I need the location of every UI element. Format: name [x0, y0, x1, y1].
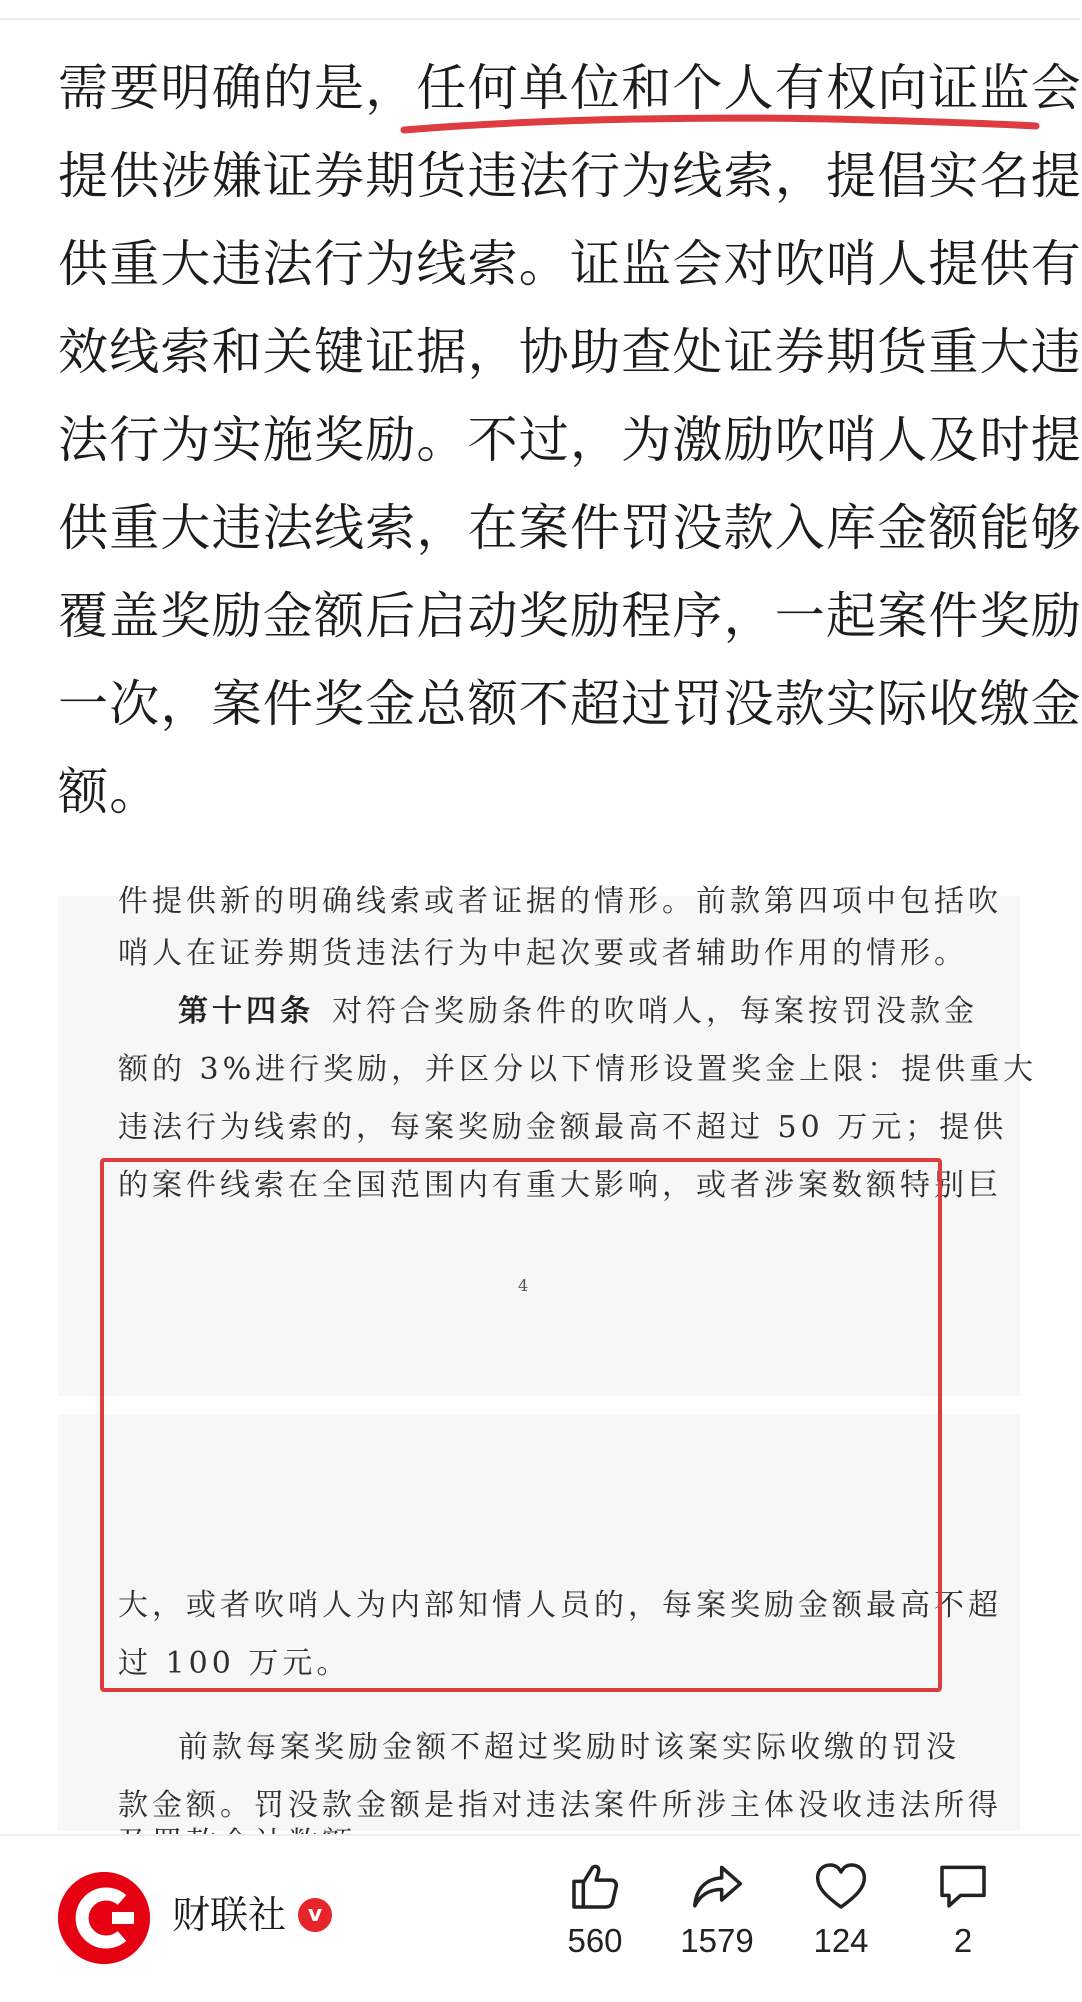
bottom-action-bar — [0, 1834, 1080, 2002]
highlight-box — [100, 1158, 942, 1692]
heart-icon — [813, 1858, 869, 1914]
article-line: 额。 — [58, 763, 161, 821]
share-arrow-icon — [689, 1858, 745, 1914]
favorite-count: 124 — [813, 1922, 869, 1959]
document-line: 件提供新的明确线索或者证据的情形。前款第四项中包括吹 — [118, 884, 1002, 919]
document-line: 过 100 万元。 — [118, 1646, 351, 1681]
article-line: 法行为实施奖励。不过，为激励吹哨人及时提 — [58, 411, 1082, 469]
article-line: 提供涉嫌证券期货违法行为线索，提倡实名提 — [58, 147, 1082, 205]
cls-logo-icon — [58, 1872, 150, 1964]
share-count: 1579 — [680, 1922, 754, 1959]
account-avatar[interactable] — [58, 1872, 150, 1964]
like-button[interactable] — [535, 1858, 655, 1960]
article-line: 一次，案件奖金总额不超过罚没款实际收缴金 — [58, 675, 1082, 733]
article-line: 效线索和关键证据，协助查处证券期货重大违 — [58, 323, 1082, 381]
top-divider — [0, 18, 1080, 20]
highlight-underline — [400, 108, 1040, 136]
article-line: 供重大违法行为线索。证监会对吹哨人提供有 — [58, 235, 1082, 293]
verified-badge-icon: v — [298, 1898, 332, 1932]
article-line: 供重大违法线索，在案件罚没款入库金额能够 — [58, 499, 1082, 557]
account-name[interactable]: 财联社 — [172, 1893, 287, 1937]
document-line: 前款每案奖励金额不超过奖励时该案实际收缴的罚没 — [178, 1730, 960, 1765]
article-line: 需要明确的是，任何单位和个人有权向证监会 — [58, 59, 1082, 117]
document-line: 额的 3%进行奖励，并区分以下情形设置奖金上限：提供重大 — [118, 1052, 1038, 1087]
article-body — [58, 44, 1082, 836]
document-line: 款金额。罚没款金额是指对违法案件所涉主体没收违法所得 — [118, 1788, 1002, 1823]
comment-count: 2 — [953, 1922, 973, 1959]
share-button[interactable] — [657, 1858, 777, 1960]
document-text: 对符合奖励条件的吹哨人，每案按罚没款金 — [332, 994, 978, 1029]
comment-bubble-icon — [935, 1858, 991, 1914]
document-line — [118, 984, 978, 1040]
favorite-button[interactable] — [781, 1858, 901, 1960]
like-count: 560 — [567, 1922, 623, 1959]
document-line: 违法行为线索的，每案奖励金额最高不超过 50 万元；提供 — [118, 1110, 1008, 1145]
thumbs-up-icon — [567, 1858, 623, 1914]
article-line: 覆盖奖励金额后启动奖励程序，一起案件奖励 — [58, 587, 1082, 645]
comment-button[interactable] — [903, 1858, 1023, 1960]
document-line: 哨人在证券期货违法行为中起次要或者辅助作用的情形。 — [118, 936, 968, 971]
article-title: 第十四条 — [178, 994, 314, 1029]
page-number: 4 — [518, 1276, 529, 1295]
document-line: 的案件线索在全国范围内有重大影响，或者涉案数额特别巨 — [118, 1168, 1002, 1203]
document-line: 大，或者吹哨人为内部知情人员的，每案奖励金额最高不超 — [118, 1588, 1002, 1623]
